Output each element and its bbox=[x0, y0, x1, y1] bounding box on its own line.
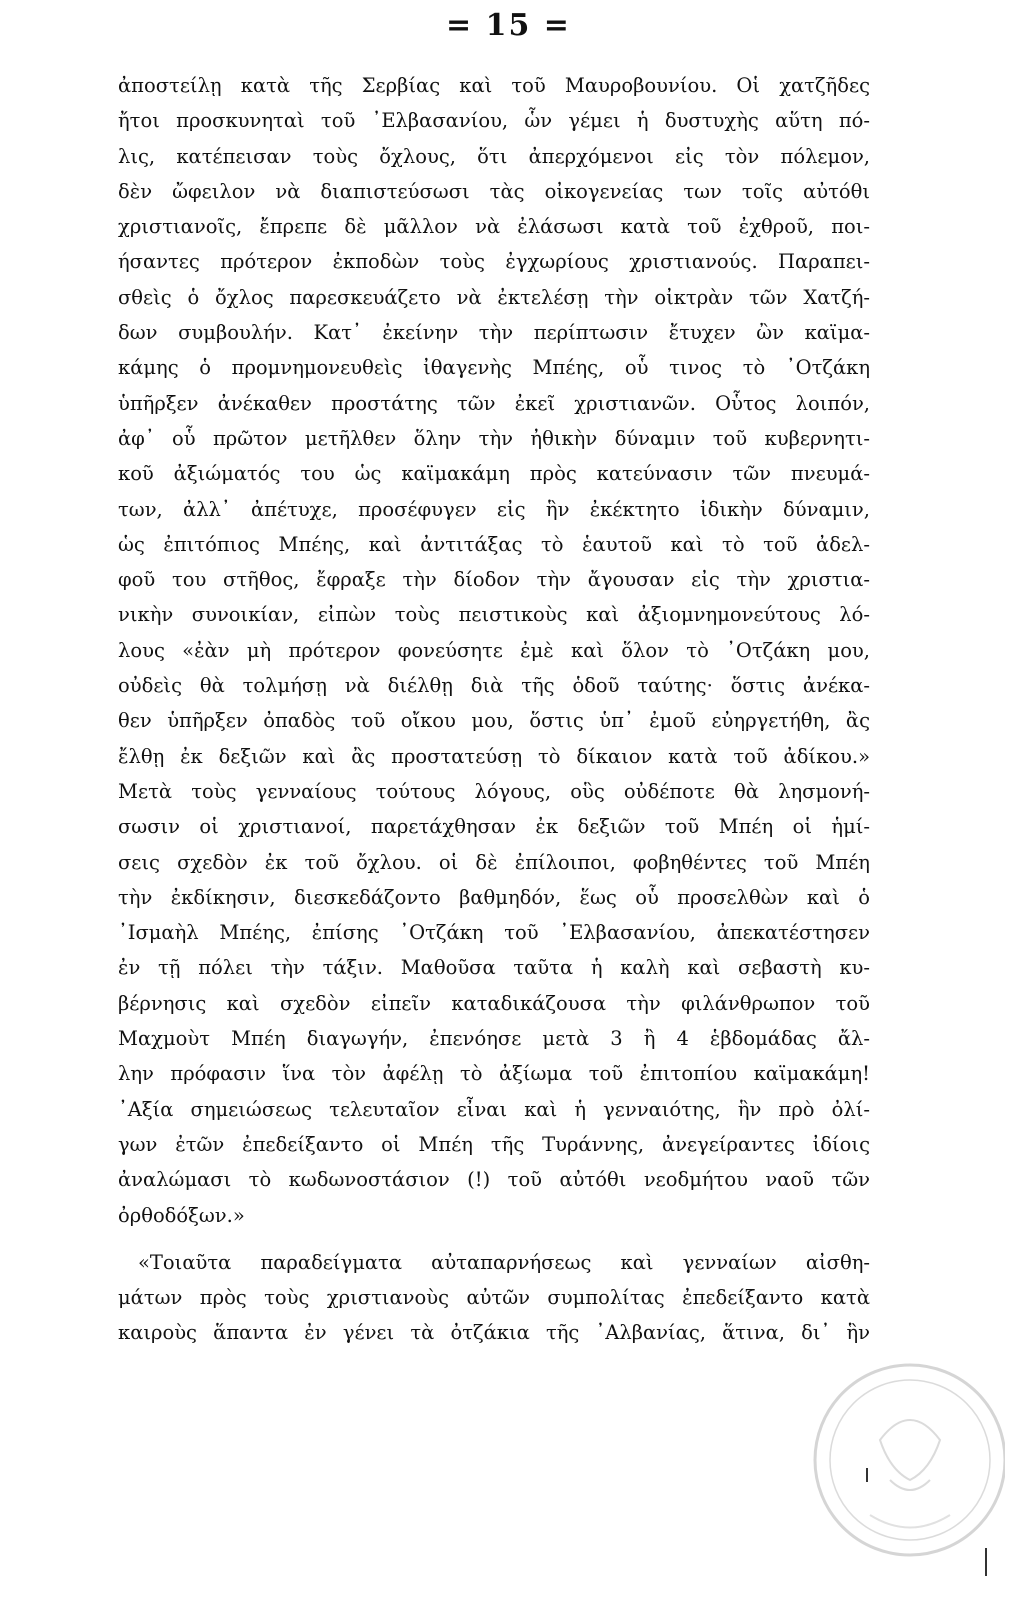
text-line: βέρνησις καὶ σχεδὸν εἰπεῖν καταδικάζουσα τὴν φιλάνθρωπον τοῦ bbox=[118, 991, 870, 1015]
text-line: ἤτοι προσκυνηταὶ τοῦ ᾿Ελβασανίου, ὧν γέμει ἡ δυστυχὴς αὕτη πό- bbox=[118, 109, 870, 133]
text-line: ἐν τῇ πόλει τὴν τάξιν. Μαθοῦσα ταῦτα ἡ καλὴ καὶ σεβαστὴ κυ- bbox=[118, 956, 870, 980]
text-line: νικὴν συνοικίαν, εἰπὼν τοὺς πειστικοὺς καὶ ἀξιομνημονεύτους λό- bbox=[118, 603, 870, 627]
text-line: δων συμβουλήν. Κατ᾿ ἐκείνην τὴν περίπτωσιν ἔτυχεν ὢν καϊμα- bbox=[118, 321, 870, 345]
text-line: κοῦ ἀξιώματός του ὡς καϊμακάμη πρὸς κατεύνασιν τῶν πνευμά- bbox=[118, 462, 870, 486]
text-line: ἀφ᾿ οὗ πρῶτον μετῆλθεν ὅλην τὴν ἠθικὴν δύναμιν τοῦ κυβερνητι- bbox=[118, 426, 870, 450]
text-line: Μαχμοὺτ Μπέη διαγωγήν, ἐπενόησε μετὰ 3 ἢ 4 ἑβδομάδας ἄλ- bbox=[118, 1027, 870, 1051]
text-line: λην πρόφασιν ἵνα τὸν ἀφέλῃ τὸ ἀξίωμα τοῦ ἐπιτοπίου καϊμακάμη! bbox=[118, 1062, 870, 1086]
text-line: ἔλθῃ ἐκ δεξιῶν καὶ ἂς προστατεύσῃ τὸ δίκαιον κατὰ τοῦ ἀδίκου.» bbox=[118, 744, 870, 768]
text-line: μάτων πρὸς τοὺς χριστιανοὺς αὐτῶν συμπολίτας ἐπεδείξαντο κατὰ bbox=[118, 1286, 870, 1310]
text-line: Μετὰ τοὺς γενναίους τούτους λόγους, οὓς οὐδέποτε θὰ λησμονή- bbox=[118, 779, 870, 803]
text-line: ἀναλώμασι τὸ κωδωνοστάσιον (!) τοῦ αὐτόθι νεοδμήτου ναοῦ τῶν bbox=[118, 1168, 870, 1192]
library-stamp-seal bbox=[800, 1330, 1005, 1590]
page-number: = 15 = bbox=[446, 8, 571, 43]
text-line: ἀποστείλῃ κατὰ τῆς Σερβίας καὶ τοῦ Μαυροβουνίου. Οἱ χατζῆδες bbox=[118, 74, 870, 97]
text-line: καιροὺς ἅπαντα ἐν γένει τὰ ὀτζάκια τῆς ᾿Αλβανίας, ἅτινα, δι᾿ ἣν bbox=[118, 1321, 870, 1345]
text-line: σωσιν οἱ χριστιανοί, παρετάχθησαν ἐκ δεξιῶν τοῦ Μπέη οἱ ἡμί- bbox=[118, 815, 870, 839]
text-line: των, ἀλλ᾿ ἀπέτυχε, προσέφυγεν εἰς ἣν ἐκέκτητο ἰδικὴν δύναμιν, bbox=[118, 497, 870, 521]
text-line: χριστιανοῖς, ἔπρεπε δὲ μᾶλλον νὰ ἐλάσωσι κατὰ τοῦ ἐχθροῦ, ποι- bbox=[118, 215, 870, 239]
text-line: ὑπῆρξεν ἀνέκαθεν προστάτης τῶν ἐκεῖ χριστιανῶν. Οὗτος λοιπόν, bbox=[118, 391, 870, 415]
text-line: θεν ὑπῆρξεν ὀπαδὸς τοῦ οἴκου μου, ὅστις ὑπ᾿ ἐμοῦ εὐηργετήθη, ἂς bbox=[118, 709, 870, 733]
text-line: σθεὶς ὁ ὄχλος παρεσκευάζετο νὰ ἐκτελέσῃ τὴν οἰκτρὰν τῶν Χατζή- bbox=[118, 285, 870, 309]
text-line: σεις σχεδὸν ἐκ τοῦ ὄχλου. οἱ δὲ ἐπίλοιποι, φοβηθέντες τοῦ Μπέη bbox=[118, 850, 870, 874]
text-line: γων ἐτῶν ἐπεδείξαντο οἱ Μπέη τῆς Τυράννης, ἀνεγείραντες ἰδίοις bbox=[118, 1132, 870, 1156]
text-line: ὡς ἐπιτόπιος Μπέης, καὶ ἀντιτάξας τὸ ἑαυτοῦ καὶ τὸ τοῦ ἀδελ- bbox=[118, 532, 870, 556]
page-body-text bbox=[118, 68, 870, 1351]
text-line: κάμης ὁ προμνημονευθεὶς ἰθαγενὴς Μπέης, οὗ τινος τὸ ᾿Οτζάκη bbox=[118, 356, 870, 380]
text-line: ήσαντες πρότερον ἐκποδὼν τοὺς ἐγχωρίους χριστιανούς. Παραπει- bbox=[118, 250, 870, 274]
text-line: ὀρθοδόξων.» bbox=[118, 1203, 245, 1227]
text-line: ᾿Αξία σημειώσεως τελευταῖον εἶναι καὶ ἡ γενναιότης, ἣν πρὸ ὀλί- bbox=[118, 1097, 870, 1121]
text-line: λις, κατέπεισαν τοὺς ὄχλους, ὅτι ἀπερχόμενοι εἰς τὸν πόλεμον, bbox=[118, 144, 870, 168]
text-line: τὴν ἐκδίκησιν, διεσκεδάζοντο βαθμηδόν, ἕως οὗ προσελθὼν καὶ ὁ bbox=[118, 885, 870, 909]
text-line: οὐδεὶς θὰ τολμήσῃ νὰ διέλθῃ διὰ τῆς ὁδοῦ ταύτης· ὅστις ἀνέκα- bbox=[118, 674, 870, 698]
text-line: «Τοιαῦτα παραδείγματα αὐταπαρνήσεως καὶ γενναίων αἰσθη- bbox=[138, 1250, 870, 1274]
paragraph-gap bbox=[118, 1233, 870, 1245]
text-line: ᾿Ισμαὴλ Μπέης, ἐπίσης ᾿Οτζάκη τοῦ ᾿Ελβασανίου, ἀπεκατέστησεν bbox=[118, 921, 870, 945]
text-line: δὲν ὤφειλον νὰ διαπιστεύσωσι τὰς οἰκογενείας των τοῖς αὐτόθι bbox=[118, 179, 870, 203]
text-line: φοῦ του στῆθος, ἔφραξε τὴν δίοδον τὴν ἄγουσαν εἰς τὴν χριστια- bbox=[118, 568, 870, 592]
text-line: λους «ἐὰν μὴ πρότερον φονεύσητε ἐμὲ καὶ ὅλον τὸ ᾿Οτζάκη μου, bbox=[118, 638, 870, 662]
